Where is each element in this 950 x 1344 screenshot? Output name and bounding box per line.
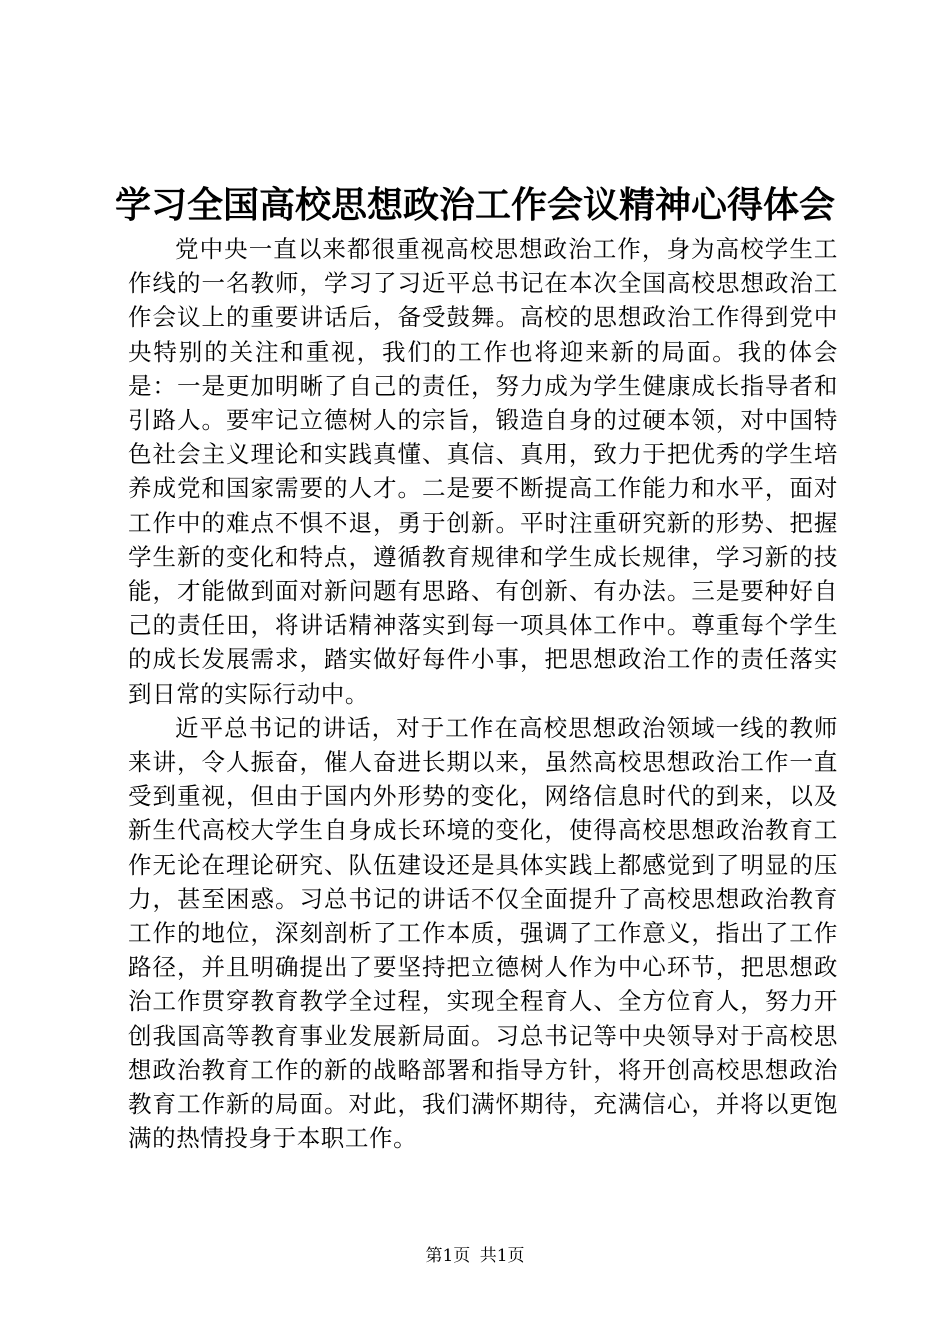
paragraph-1: 党中央一直以来都很重视高校思想政治工作，身为高校学生工作线的一名教师，学习了习近平总书记在本次全国高校思想政治工作会议上的重要讲话后，备受鼓舞。高校的思想政治工作得到党中央特别的关注和重视，我们的工作也将迎来新的局面。我的体会是：一是更加明晰了自己的责任，努力成为学生健康成长指导者和引路人。要牢记立德树人的宗旨，锻造自身的过硬本领，对中国特色社会主义理论和实践真懂、真信、真用，致力于把优秀的学生培养成党和国家需要的人才。二是要不断提高工作能力和水平，面对工作中的难点不惧不退，勇于创新。平时注重研究新的形势、把握学生新的变化和特点，遵循教育规律和学生成长规律，学习新的技能，才能做到面对新问题有思路、有创新、有办法。三是要种好自己的责任田，将讲话精神落实到每一项具体工作中。尊重每个学生的成长发展需求，踏实做好每件小事，把思想政治工作的责任落实到日常的实际行动中。 [128, 235, 838, 708]
page-footer [0, 1244, 950, 1268]
page-number: 第1页 [425, 1246, 471, 1266]
paragraph-2: 近平总书记的讲话，对于工作在高校思想政治领域一线的教师来讲，令人振奋，催人奋进长期以来，虽然高校思想政治工作一直受到重视，但由于国内外形势的变化，网络信息时代的到来，以及新生代高校大学生自身成长环境的变化，使得高校思想政治教育工作无论在理论研究、队伍建设还是具体实践上都感觉到了明显的压力，甚至困惑。习总书记的讲话不仅全面提升了高校思想政治教育工作的地位，深刻剖析了工作本质，强调了工作意义，指出了工作路径，并且明确提出了要坚持把立德树人作为中心环节，把思想政治工作贯穿教育教学全过程，实现全程育人、全方位育人，努力开创我国高等教育事业发展新局面。习总书记等中央领导对于高校思想政治教育工作的新的战略部署和指导方针，将开创高校思想政治教育工作新的局面。对此，我们满怀期待，充满信心，并将以更饱满的热情投身于本职工作。 [128, 713, 838, 1153]
document-body [128, 232, 838, 1155]
page-total: 共1页 [479, 1246, 525, 1266]
document-title: 学习全国高校思想政治工作会议精神心得体会 [114, 184, 835, 226]
